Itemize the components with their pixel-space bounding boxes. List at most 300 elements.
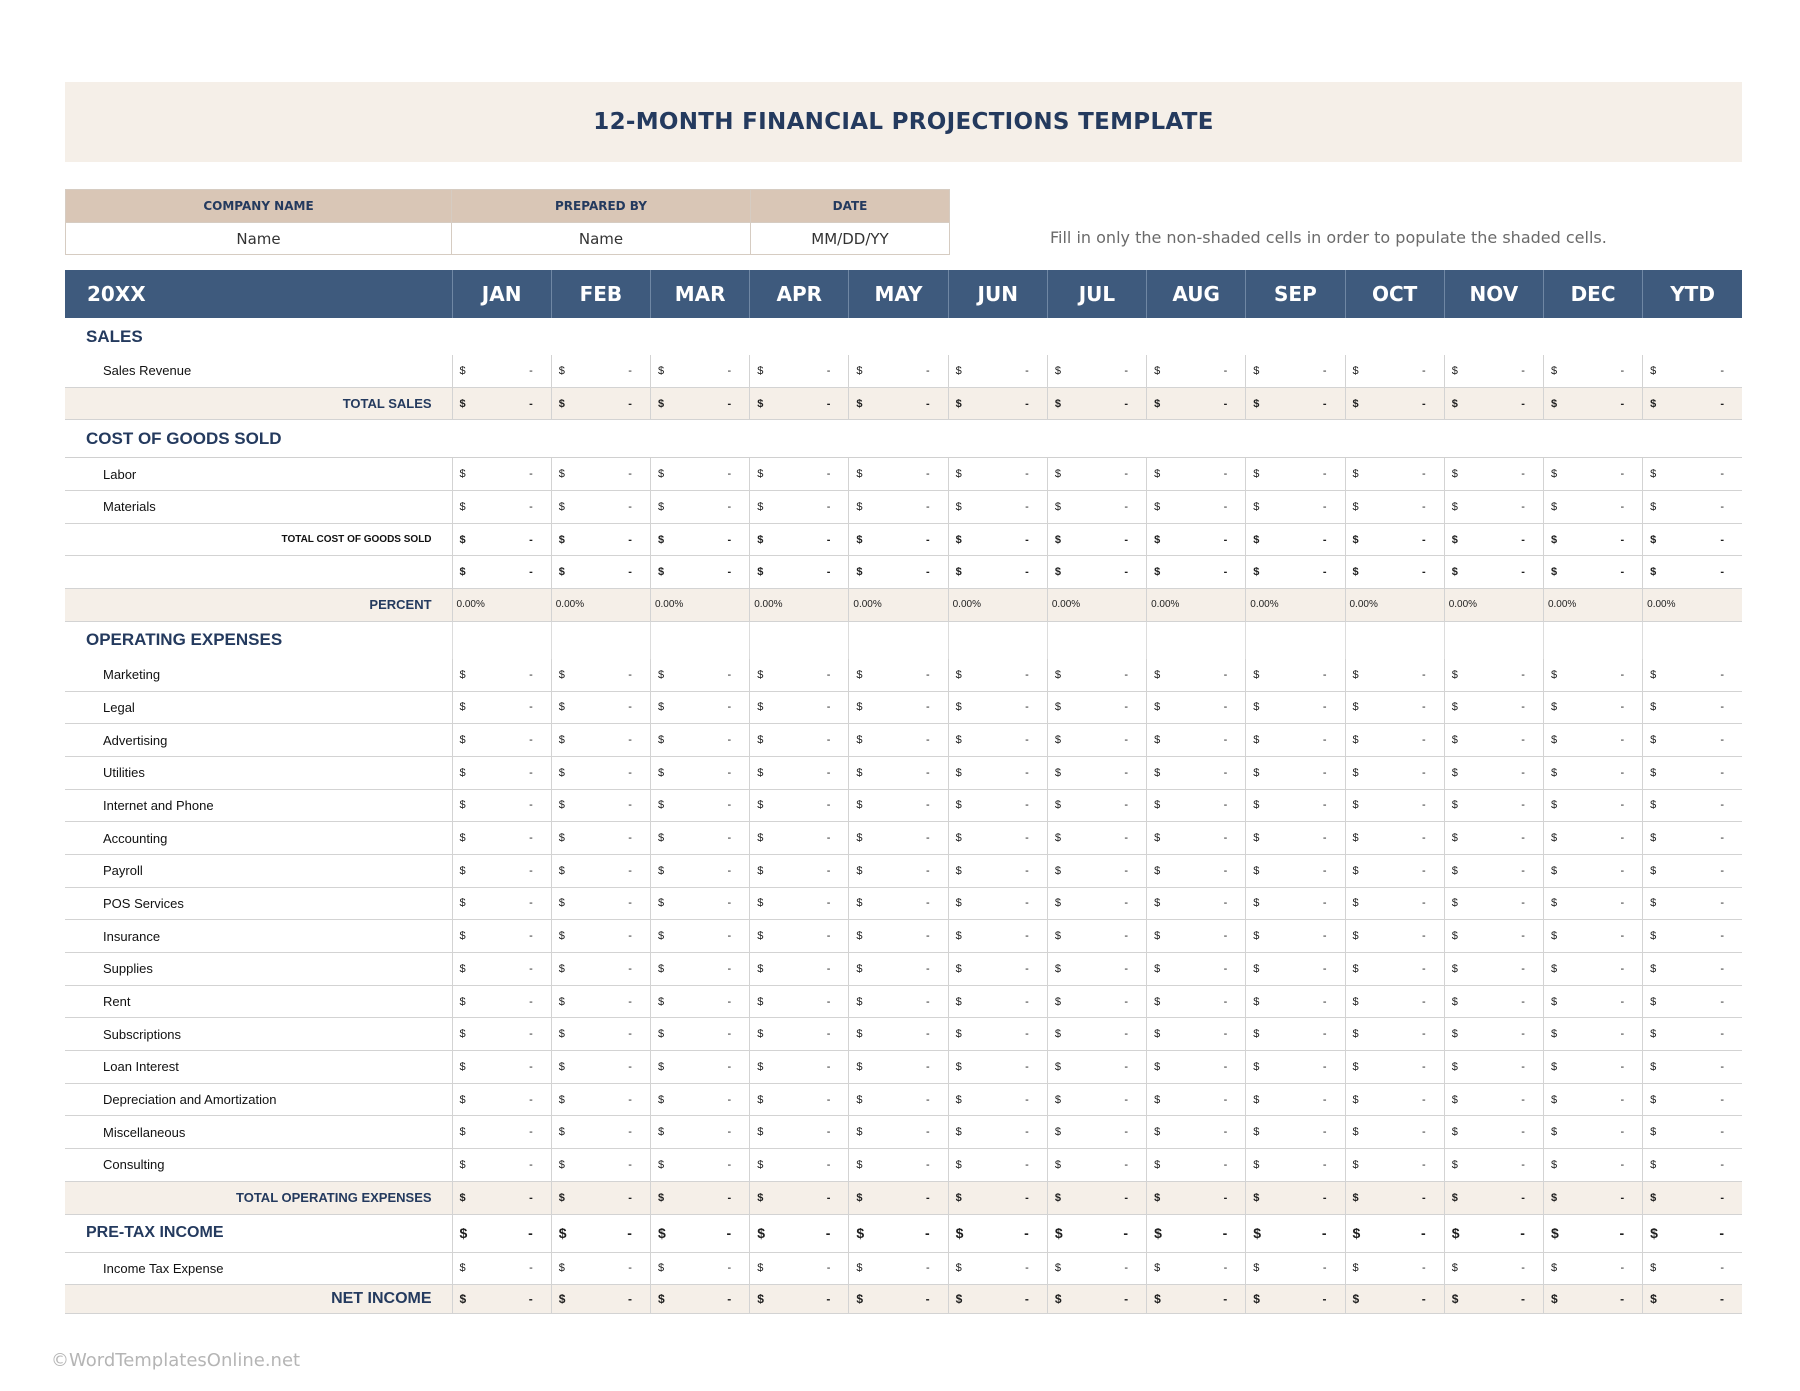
value-cell-jan[interactable]: [452, 985, 551, 1018]
value-cell-feb[interactable]: [551, 724, 650, 757]
value-cell-nov[interactable]: [1444, 789, 1543, 822]
value-cell-aug[interactable]: [1147, 1018, 1246, 1051]
value-cell-apr[interactable]: [750, 1116, 849, 1149]
value-cell-apr[interactable]: [750, 1083, 849, 1116]
value-cell-sep[interactable]: [1246, 920, 1345, 953]
currency-symbol: $: [1550, 1191, 1558, 1204]
value-cell-oct[interactable]: [1345, 789, 1444, 822]
value-cell-jul[interactable]: [1047, 822, 1146, 855]
value-cell-dec[interactable]: [1543, 691, 1642, 724]
value-cell-mar[interactable]: [650, 953, 749, 986]
value-cell-may[interactable]: [849, 724, 948, 757]
currency-symbol: $: [657, 500, 665, 513]
value-cell-jun[interactable]: [948, 789, 1047, 822]
value-cell-jul[interactable]: [1047, 854, 1146, 887]
value-cell-apr[interactable]: [750, 1252, 849, 1285]
value-cell-feb[interactable]: [551, 691, 650, 724]
value-cell-dec[interactable]: [1543, 1018, 1642, 1051]
value-cell-aug[interactable]: [1147, 822, 1246, 855]
value-cell-oct[interactable]: [1345, 1116, 1444, 1149]
money-value: [1544, 1192, 1642, 1204]
value-cell-feb[interactable]: [551, 458, 650, 491]
value-cell-sep[interactable]: [1246, 691, 1345, 724]
value-cell-mar[interactable]: [650, 1018, 749, 1051]
value-cell-oct[interactable]: [1345, 854, 1444, 887]
value-cell-oct[interactable]: [1345, 985, 1444, 1018]
value-cell-feb[interactable]: [551, 1252, 650, 1285]
value-cell-dec[interactable]: [1543, 1116, 1642, 1149]
value-cell-jul[interactable]: [1047, 887, 1146, 920]
value-cell-jan[interactable]: [452, 756, 551, 789]
value-cell-feb[interactable]: [551, 985, 650, 1018]
value-cell-jan[interactable]: [452, 1051, 551, 1084]
value-cell-aug[interactable]: [1147, 985, 1246, 1018]
value-cell-apr[interactable]: [750, 854, 849, 887]
value-cell-sep[interactable]: [1246, 887, 1345, 920]
value-cell-mar[interactable]: [650, 789, 749, 822]
value-cell-apr[interactable]: [750, 491, 849, 524]
value-cell-apr[interactable]: [750, 1018, 849, 1051]
value-cell-nov[interactable]: [1444, 854, 1543, 887]
value-cell-jun[interactable]: [948, 659, 1047, 691]
value-cell-may[interactable]: [849, 355, 948, 387]
value-cell-ytd[interactable]: [1643, 1083, 1742, 1116]
value-cell-may[interactable]: [849, 822, 948, 855]
value-cell-aug[interactable]: [1147, 1149, 1246, 1182]
value-cell-aug[interactable]: [1147, 920, 1246, 953]
value-cell-mar[interactable]: [650, 458, 749, 491]
value-cell-jan[interactable]: [452, 789, 551, 822]
value-cell-nov[interactable]: [1444, 458, 1543, 491]
value-cell-ytd[interactable]: [1643, 985, 1742, 1018]
value-cell-may[interactable]: [849, 1051, 948, 1084]
value-cell-feb[interactable]: [551, 659, 650, 691]
value-cell-jul[interactable]: [1047, 1083, 1146, 1116]
value-cell-jun[interactable]: [948, 985, 1047, 1018]
value-cell-nov[interactable]: [1444, 953, 1543, 986]
value-cell-dec[interactable]: [1543, 756, 1642, 789]
value-cell-nov[interactable]: [1444, 491, 1543, 524]
value-cell-ytd[interactable]: [1643, 822, 1742, 855]
value-cell-feb[interactable]: [551, 1051, 650, 1084]
value-cell-mar[interactable]: [650, 724, 749, 757]
value-cell-jul[interactable]: [1047, 491, 1146, 524]
value-cell-jan[interactable]: [452, 1018, 551, 1051]
value-cell-jan[interactable]: [452, 355, 551, 387]
row-net-income: [65, 1285, 1742, 1314]
amount: -: [925, 701, 930, 714]
value-cell-jul[interactable]: [1047, 1051, 1146, 1084]
value-cell-ytd[interactable]: [1643, 1116, 1742, 1149]
value-cell-may[interactable]: [849, 1018, 948, 1051]
currency-symbol: $: [459, 766, 466, 779]
value-cell-may[interactable]: [849, 659, 948, 691]
value-cell-jun[interactable]: [948, 691, 1047, 724]
value-cell-jul[interactable]: [1047, 1018, 1146, 1051]
value-cell-sep[interactable]: [1246, 458, 1345, 491]
value-cell-mar[interactable]: [650, 887, 749, 920]
value-cell-aug[interactable]: [1147, 1252, 1246, 1285]
amount: -: [1620, 1028, 1625, 1041]
value-cell-dec[interactable]: [1543, 953, 1642, 986]
value-cell-oct[interactable]: [1345, 1051, 1444, 1084]
amount: -: [1620, 962, 1625, 975]
value-cell-sep[interactable]: [1246, 953, 1345, 986]
amount: -: [826, 962, 831, 975]
money-value: [750, 1061, 848, 1073]
value-cell-oct[interactable]: [1345, 1018, 1444, 1051]
value-cell-may[interactable]: [849, 1252, 948, 1285]
value-cell-jan[interactable]: [452, 887, 551, 920]
value-cell-jul[interactable]: [1047, 724, 1146, 757]
value-cell-may[interactable]: [849, 1116, 948, 1149]
value-cell-feb[interactable]: [551, 756, 650, 789]
value-cell-feb[interactable]: [551, 1018, 650, 1051]
value-cell-jun[interactable]: [948, 724, 1047, 757]
row-label: Miscellaneous: [65, 1116, 452, 1149]
value-cell-ytd[interactable]: [1643, 691, 1742, 724]
value-cell-nov[interactable]: [1444, 691, 1543, 724]
value-cell-jan[interactable]: [452, 724, 551, 757]
value-cell-nov[interactable]: [1444, 822, 1543, 855]
value-cell-oct[interactable]: [1345, 822, 1444, 855]
value-cell-mar[interactable]: [650, 1116, 749, 1149]
value-cell-feb[interactable]: [551, 887, 650, 920]
value-cell-jul[interactable]: [1047, 458, 1146, 491]
value-cell-jul[interactable]: [1047, 1149, 1146, 1182]
value-cell-apr[interactable]: [750, 1051, 849, 1084]
value-cell-oct[interactable]: [1345, 458, 1444, 491]
value-cell-apr[interactable]: [750, 985, 849, 1018]
value-cell-apr[interactable]: [750, 691, 849, 724]
value-cell-sep[interactable]: [1246, 659, 1345, 691]
value-cell-apr[interactable]: [750, 458, 849, 491]
amount: -: [1322, 364, 1327, 377]
value-cell-nov[interactable]: [1444, 1252, 1543, 1285]
value-cell-feb[interactable]: [551, 355, 650, 387]
value-cell-jul[interactable]: [1047, 659, 1146, 691]
value-cell-jul[interactable]: [1047, 691, 1146, 724]
value-cell-jul[interactable]: [1047, 355, 1146, 387]
value-cell-ytd[interactable]: [1643, 953, 1742, 986]
value-cell-mar[interactable]: [650, 920, 749, 953]
value-cell-jan[interactable]: [452, 953, 551, 986]
value-cell-aug[interactable]: [1147, 887, 1246, 920]
value-cell-ytd[interactable]: [1643, 789, 1742, 822]
year-label[interactable]: 20XX: [65, 270, 452, 318]
value-cell-dec[interactable]: [1543, 854, 1642, 887]
value-cell-dec[interactable]: [1543, 789, 1642, 822]
value-cell-jan[interactable]: [452, 458, 551, 491]
value-cell-feb[interactable]: [551, 1083, 650, 1116]
value-cell-may: [849, 1214, 948, 1252]
value-cell-jan[interactable]: [452, 491, 551, 524]
value-cell-dec[interactable]: [1543, 1252, 1642, 1285]
value-cell-mar[interactable]: [650, 355, 749, 387]
value-cell-feb[interactable]: [551, 789, 650, 822]
value-cell-apr[interactable]: [750, 920, 849, 953]
value-cell-jul[interactable]: [1047, 756, 1146, 789]
value-cell-aug[interactable]: [1147, 458, 1246, 491]
value-cell-jun[interactable]: [948, 822, 1047, 855]
value-cell-jan[interactable]: [452, 920, 551, 953]
value-cell-dec[interactable]: [1543, 1149, 1642, 1182]
value-cell-jul[interactable]: [1047, 985, 1146, 1018]
currency-symbol: $: [856, 1191, 863, 1204]
value-cell-apr[interactable]: [750, 887, 849, 920]
month-header-oct: OCT: [1345, 270, 1444, 318]
value-cell-oct[interactable]: [1345, 659, 1444, 691]
value-cell-may[interactable]: [849, 458, 948, 491]
value-cell-aug[interactable]: [1147, 789, 1246, 822]
value-cell-mar[interactable]: [650, 1083, 749, 1116]
value-cell-sep[interactable]: [1246, 756, 1345, 789]
value-cell-jun[interactable]: [948, 1018, 1047, 1051]
value-cell-ytd[interactable]: [1643, 355, 1742, 387]
value-cell-jul[interactable]: [1047, 1252, 1146, 1285]
row-label: Accounting: [65, 822, 452, 855]
value-cell-mar[interactable]: [650, 854, 749, 887]
value-cell-sep[interactable]: [1246, 1116, 1345, 1149]
value-cell-aug[interactable]: [1147, 355, 1246, 387]
value-cell-ytd[interactable]: [1643, 724, 1742, 757]
value-cell-ytd[interactable]: [1643, 854, 1742, 887]
value-cell-nov[interactable]: [1444, 1116, 1543, 1149]
value-cell-oct[interactable]: [1345, 1252, 1444, 1285]
value-cell-may[interactable]: [849, 854, 948, 887]
value-cell-dec[interactable]: [1543, 887, 1642, 920]
value-cell-may[interactable]: [849, 920, 948, 953]
value-cell-sep[interactable]: [1246, 1252, 1345, 1285]
value-cell-jun[interactable]: [948, 1083, 1047, 1116]
value-cell-dec[interactable]: [1543, 724, 1642, 757]
value-cell-sep[interactable]: [1246, 789, 1345, 822]
value-cell-feb[interactable]: [551, 920, 650, 953]
value-cell-sep[interactable]: [1246, 491, 1345, 524]
value-cell-jan[interactable]: [452, 1149, 551, 1182]
currency-symbol: $: [657, 468, 665, 481]
value-cell-aug[interactable]: [1147, 854, 1246, 887]
value-cell-feb[interactable]: [551, 1149, 650, 1182]
money-value: [1643, 534, 1742, 546]
value-cell-ytd[interactable]: [1643, 1051, 1742, 1084]
value-cell-mar[interactable]: [650, 1252, 749, 1285]
value-cell-nov[interactable]: [1444, 920, 1543, 953]
value-cell-aug[interactable]: [1147, 724, 1246, 757]
value-cell-sep[interactable]: [1246, 1149, 1345, 1182]
value-cell-nov[interactable]: [1444, 1018, 1543, 1051]
value-cell-oct[interactable]: [1345, 953, 1444, 986]
amount: -: [826, 995, 831, 1008]
value-cell-dec[interactable]: [1543, 822, 1642, 855]
value-cell-jul[interactable]: [1047, 1116, 1146, 1149]
value-cell-sep[interactable]: [1246, 854, 1345, 887]
value-cell-dec[interactable]: [1543, 659, 1642, 691]
amount: -: [529, 1028, 533, 1041]
value-cell-sep[interactable]: [1246, 985, 1345, 1018]
value-cell-dec[interactable]: [1543, 355, 1642, 387]
value-cell-nov[interactable]: [1444, 1083, 1543, 1116]
value-cell-oct[interactable]: [1345, 1149, 1444, 1182]
value-cell-nov[interactable]: [1444, 659, 1543, 691]
value-cell-jun[interactable]: [948, 920, 1047, 953]
value-cell-mar[interactable]: [650, 491, 749, 524]
value-cell-feb[interactable]: [551, 491, 650, 524]
value-cell-jul[interactable]: [1047, 920, 1146, 953]
currency-symbol: $: [558, 1191, 565, 1204]
value-cell-jun[interactable]: [948, 1149, 1047, 1182]
value-cell-jan[interactable]: [452, 1252, 551, 1285]
amount: -: [826, 500, 831, 513]
value-cell-ytd[interactable]: [1643, 920, 1742, 953]
value-cell-ytd[interactable]: [1643, 458, 1742, 491]
money-value: [651, 767, 749, 779]
value-cell-sep[interactable]: [1246, 355, 1345, 387]
value-cell-apr[interactable]: [750, 756, 849, 789]
value-cell-mar: [650, 1214, 749, 1252]
value-cell-jul[interactable]: [1047, 789, 1146, 822]
amount: -: [1124, 500, 1129, 513]
value-cell-aug[interactable]: [1147, 659, 1246, 691]
money-value: [1346, 897, 1444, 909]
value-cell-dec[interactable]: [1543, 985, 1642, 1018]
value-cell-feb[interactable]: [551, 1116, 650, 1149]
value-cell-mar[interactable]: [650, 756, 749, 789]
money-value: [1346, 767, 1444, 779]
value-cell-mar[interactable]: [650, 822, 749, 855]
value-cell-oct[interactable]: [1345, 756, 1444, 789]
value-cell-nov[interactable]: [1444, 887, 1543, 920]
value-cell-jun[interactable]: [948, 458, 1047, 491]
value-cell-jan[interactable]: [452, 1116, 551, 1149]
value-cell-nov[interactable]: [1444, 355, 1543, 387]
value-cell-sep[interactable]: [1246, 1018, 1345, 1051]
value-cell-oct[interactable]: [1345, 887, 1444, 920]
value-cell-nov[interactable]: [1444, 1051, 1543, 1084]
value-cell-oct[interactable]: [1345, 724, 1444, 757]
value-cell-mar[interactable]: [650, 659, 749, 691]
value-cell-jun[interactable]: [948, 1116, 1047, 1149]
value-cell-oct[interactable]: [1345, 355, 1444, 387]
value-cell-aug[interactable]: [1147, 491, 1246, 524]
amount: -: [1322, 1126, 1327, 1139]
value-cell-jan[interactable]: [452, 822, 551, 855]
value-cell-sep[interactable]: [1246, 724, 1345, 757]
value-cell-jun[interactable]: [948, 355, 1047, 387]
value-cell-apr[interactable]: [750, 724, 849, 757]
value-cell-jun[interactable]: [948, 953, 1047, 986]
value-cell-jan[interactable]: [452, 1083, 551, 1116]
value-cell-may[interactable]: [849, 756, 948, 789]
value-cell-nov[interactable]: [1444, 724, 1543, 757]
value-cell-jan[interactable]: [452, 854, 551, 887]
value-cell-jan[interactable]: [452, 659, 551, 691]
value-cell-may[interactable]: [849, 789, 948, 822]
value-cell-dec[interactable]: [1543, 1083, 1642, 1116]
value-cell-jun[interactable]: [948, 887, 1047, 920]
value-cell-may[interactable]: [849, 491, 948, 524]
value-cell-jan[interactable]: [452, 691, 551, 724]
value-cell-feb[interactable]: [551, 953, 650, 986]
value-cell-apr[interactable]: [750, 659, 849, 691]
value-cell-ytd[interactable]: [1643, 1252, 1742, 1285]
value-cell-jun[interactable]: [948, 1051, 1047, 1084]
value-cell-feb[interactable]: [551, 854, 650, 887]
value-cell-ytd[interactable]: [1643, 659, 1742, 691]
value-cell-ytd[interactable]: [1643, 887, 1742, 920]
value-cell-jun[interactable]: [948, 491, 1047, 524]
value-cell-sep[interactable]: [1246, 1051, 1345, 1084]
value-cell-oct[interactable]: [1345, 1083, 1444, 1116]
value-cell-ytd[interactable]: [1643, 1149, 1742, 1182]
money-value: [1147, 832, 1245, 844]
value-cell-feb[interactable]: [551, 822, 650, 855]
value-cell-may[interactable]: [849, 887, 948, 920]
value-cell-sep[interactable]: [1246, 1083, 1345, 1116]
amount: -: [1521, 500, 1525, 513]
value-cell-apr[interactable]: [750, 355, 849, 387]
value-cell-may[interactable]: [849, 691, 948, 724]
row-marketing: [65, 659, 1742, 691]
value-cell-may[interactable]: [849, 953, 948, 986]
company-name-field[interactable]: Name: [66, 223, 452, 255]
value-cell-may[interactable]: [849, 985, 948, 1018]
money-value: [750, 1192, 848, 1204]
money-value: [1246, 734, 1344, 746]
value-cell-nov[interactable]: [1444, 1149, 1543, 1182]
value-cell-oct[interactable]: [1345, 691, 1444, 724]
value-cell-oct[interactable]: [1345, 491, 1444, 524]
value-cell-aug[interactable]: [1147, 1083, 1246, 1116]
value-cell-sep[interactable]: [1246, 822, 1345, 855]
value-cell-ytd[interactable]: [1643, 756, 1742, 789]
value-cell-may[interactable]: [849, 1149, 948, 1182]
prepared-by-field[interactable]: Name: [452, 223, 751, 255]
value-cell-jun[interactable]: [948, 854, 1047, 887]
date-field[interactable]: MM/DD/YY: [751, 223, 950, 255]
value-cell-apr[interactable]: [750, 789, 849, 822]
amount: -: [1422, 1028, 1426, 1041]
value-cell-apr[interactable]: [750, 1149, 849, 1182]
value-cell-aug[interactable]: [1147, 691, 1246, 724]
value-cell-jun[interactable]: [948, 1252, 1047, 1285]
value-cell-aug[interactable]: [1147, 1116, 1246, 1149]
value-cell-mar[interactable]: [650, 1149, 749, 1182]
value-cell-aug[interactable]: [1147, 953, 1246, 986]
value-cell-mar[interactable]: [650, 1051, 749, 1084]
value-cell-may[interactable]: [849, 1083, 948, 1116]
value-cell-aug[interactable]: [1147, 756, 1246, 789]
value-cell-jul[interactable]: [1047, 953, 1146, 986]
value-cell-dec[interactable]: [1543, 920, 1642, 953]
value-cell-oct[interactable]: [1345, 920, 1444, 953]
value-cell-ytd[interactable]: [1643, 491, 1742, 524]
value-cell-apr[interactable]: [750, 822, 849, 855]
value-cell-mar[interactable]: [650, 691, 749, 724]
value-cell-nov[interactable]: [1444, 756, 1543, 789]
value-cell-jun[interactable]: [948, 756, 1047, 789]
value-cell-nov[interactable]: [1444, 985, 1543, 1018]
value-cell-dec[interactable]: [1543, 458, 1642, 491]
value-cell-apr[interactable]: [750, 953, 849, 986]
value-cell-aug[interactable]: [1147, 1051, 1246, 1084]
amount: -: [925, 533, 930, 546]
value-cell-dec[interactable]: [1543, 491, 1642, 524]
value-cell-ytd[interactable]: [1643, 1018, 1742, 1051]
currency-symbol: $: [1154, 533, 1161, 546]
value-cell-mar[interactable]: [650, 985, 749, 1018]
value-cell-dec[interactable]: [1543, 1051, 1642, 1084]
